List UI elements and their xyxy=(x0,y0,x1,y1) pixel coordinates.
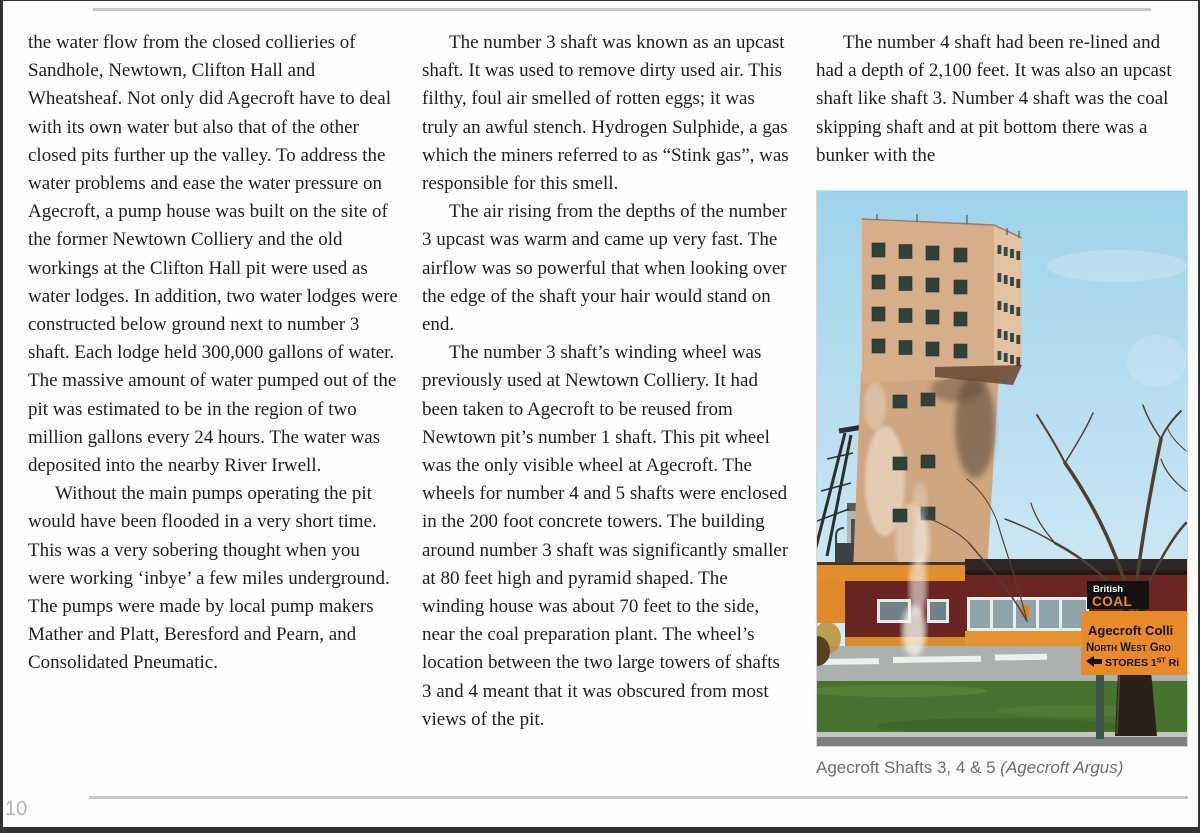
bottom-rule xyxy=(89,796,1188,799)
body-paragraph: Without the main pumps operating the pit would have been flooded in a very short time. This was a very sobering thought when you were working ‘inbye’ a few miles underground. The pumps were made by local pump makers Mather and Platt, Beresford and Pearn, and Consolidated Pneumatic. xyxy=(28,483,390,674)
column-3 xyxy=(816,29,1188,779)
body-paragraph: The number 3 shaft’s winding wheel was previously used at Newtown Colliery. It had been taken to Agecroft to be reused from Newtown pit’s number 1 shaft. This pit wheel was the only visible wheel at Agecroft. The wheels for number 4 and 5 shafts were enclosed in the 200 foot concrete towers. The building around number 3 shaft was significantly smaller at 80 feet high and pyramid shaped. The winding house was about 70 feet to the side, near the coal preparation plant. The wheel’s location between the two large towers of shafts 3 and 4 meant that it was obscured from most views of the pit. xyxy=(422,342,789,730)
colliery-photo-illustration xyxy=(817,191,1187,746)
book-page xyxy=(3,1,1198,827)
body-paragraph: The air rising from the depths of the number 3 upcast was warm and came up very fast. The airflow was so powerful that when looking over the edge of the shaft your hair would stand on end. xyxy=(422,201,787,336)
three-column-text xyxy=(28,29,1188,779)
caption-text: Agecroft Shafts 3, 4 & 5 xyxy=(816,758,1001,778)
sign-line3: STORES 1ST Ri xyxy=(1105,657,1180,670)
page-number: 10 xyxy=(5,798,28,820)
sign-line2: North West Gro xyxy=(1086,642,1171,655)
body-paragraph: the water flow from the closed collieries of Sandhole, Newtown, Clifton Hall and Wheatsheaf. Not only did Agecroft have to deal with its own water but also that of the other closed pits further up the valley. To address the water problems and ease the water pressure on Agecroft, a pump house was built on the site of the former Newtown Colliery and the old workings at the Clifton Hall pit were used as water lodges. In addition, two water lodges were constructed below ground next to number 3 shaft. Each lodge held 300,000 gallons of water. The massive amount of water pumped out of the pit was estimated to be in the region of two million gallons every 24 hours. The water was deposited into the nearby River Irwell. xyxy=(28,32,398,477)
top-rule xyxy=(93,8,1151,11)
column-2 xyxy=(422,29,794,779)
sign-post xyxy=(1096,675,1104,739)
body-paragraph: The number 3 shaft was known as an upcast shaft. It was used to remove dirty used air. This filthy, foul air smelled of rotten eggs; it was truly an awful stench. Hydrogen Sulphide, a gas which the miners referred to as “Stink gas”, was responsible for this smell. xyxy=(422,32,789,195)
photo-caption xyxy=(816,757,1188,779)
sign-line1: Agecroft Colli xyxy=(1088,623,1174,639)
column-1 xyxy=(28,29,400,779)
sign-brand-bottom: COAL xyxy=(1092,594,1133,610)
body-paragraph: The number 4 shaft had been re-lined and had a depth of 2,100 feet. It was also an upcast shaft like shaft 3. Number 4 shaft was the coal skipping shaft and at pit bottom there was a bunker with the xyxy=(816,32,1172,166)
caption-credit: (Agecroft Argus) xyxy=(1000,758,1124,778)
sign-brand-top: British xyxy=(1093,584,1124,596)
colliery-photo xyxy=(816,190,1188,747)
